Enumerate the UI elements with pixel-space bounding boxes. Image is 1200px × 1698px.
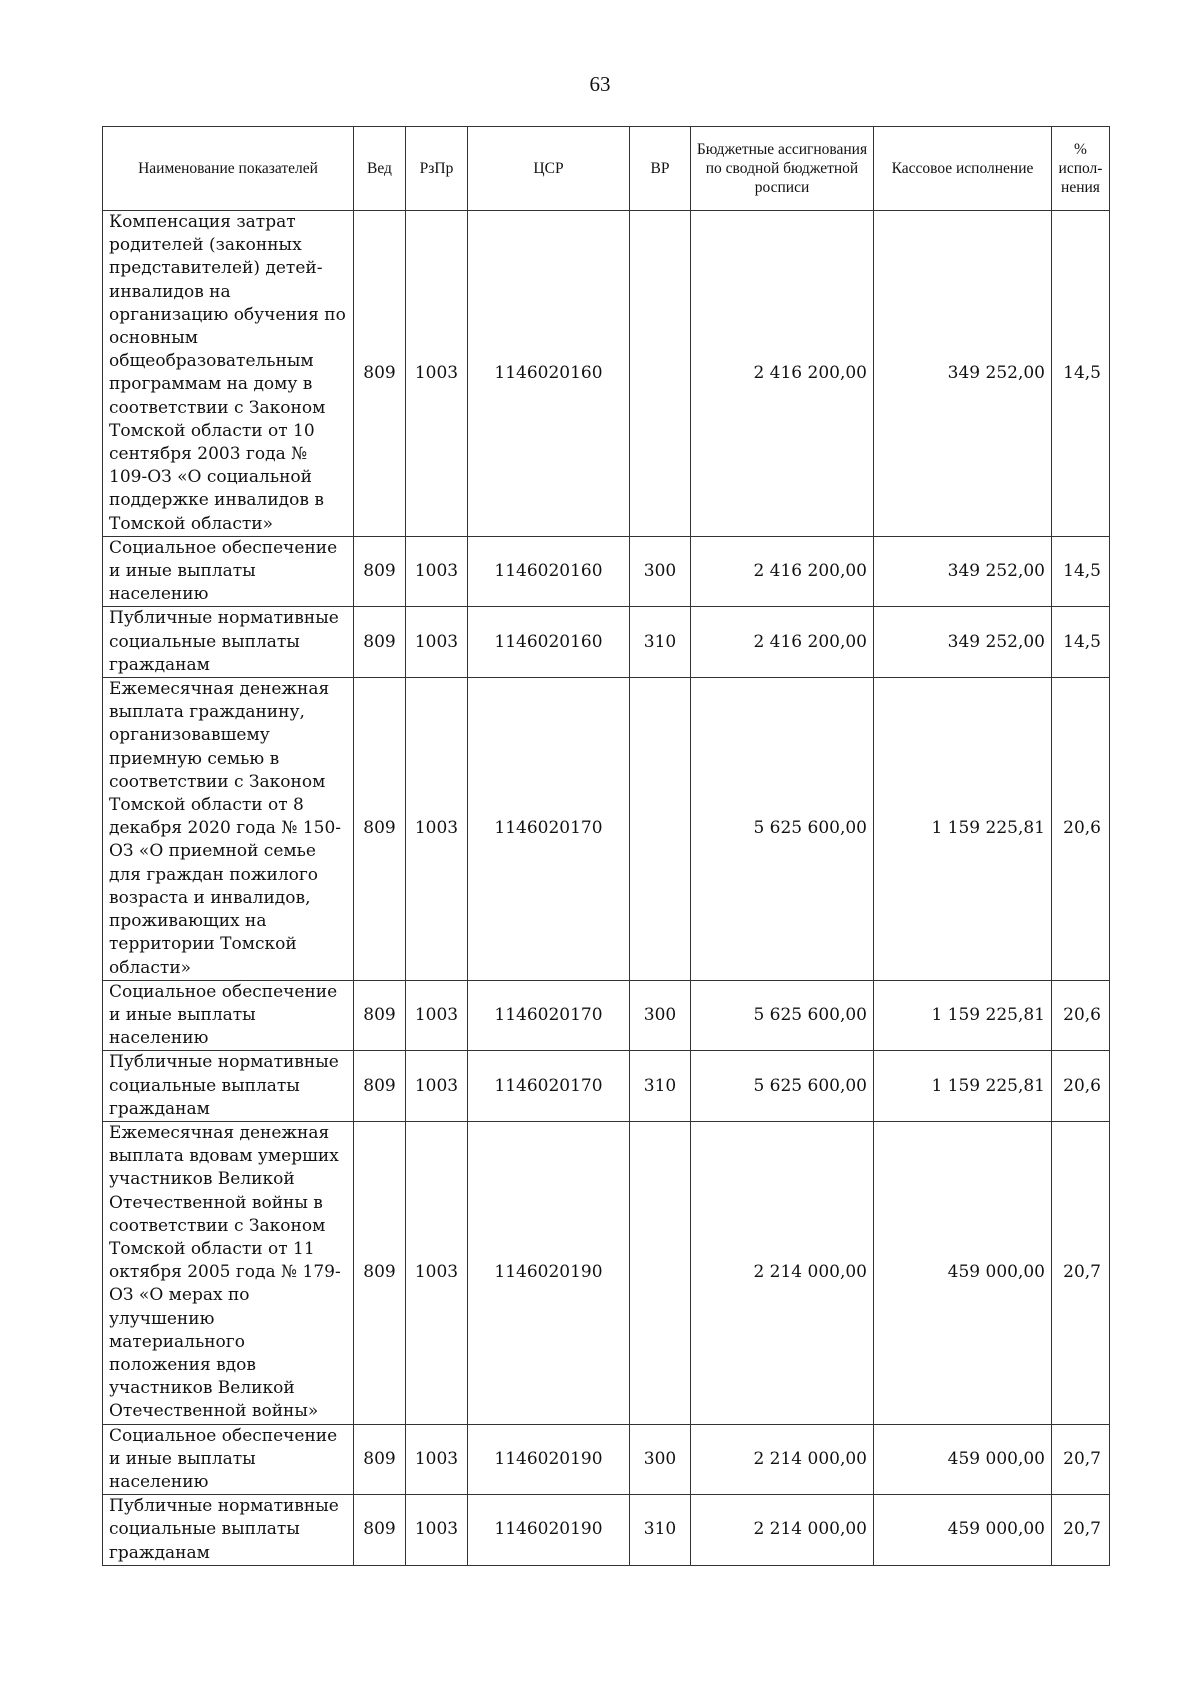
row-execution-percent: 20,7	[1052, 1424, 1110, 1495]
table-row	[103, 1051, 1110, 1122]
table-row	[103, 1495, 1110, 1566]
row-ved: 809	[354, 211, 406, 537]
row-rzpr: 1003	[406, 1051, 468, 1122]
row-rzpr: 1003	[406, 536, 468, 607]
table-row	[103, 678, 1110, 981]
row-name: Публичные нормативные социальные выплаты гражданам	[103, 1051, 354, 1122]
row-budget-assignment: 2 214 000,00	[691, 1121, 874, 1424]
row-execution-percent: 20,6	[1052, 678, 1110, 981]
row-cash-execution: 1 159 225,81	[874, 1051, 1052, 1122]
row-cash-execution: 459 000,00	[874, 1495, 1052, 1566]
row-execution-percent: 20,7	[1052, 1121, 1110, 1424]
table-row	[103, 1121, 1110, 1424]
row-ved: 809	[354, 1424, 406, 1495]
row-budget-assignment: 2 214 000,00	[691, 1495, 874, 1566]
header-execution-percent: % испол-нения	[1052, 127, 1110, 211]
row-budget-assignment: 5 625 600,00	[691, 678, 874, 981]
table-header-row	[103, 127, 1110, 211]
row-cash-execution: 349 252,00	[874, 536, 1052, 607]
row-csr: 1146020160	[468, 607, 630, 678]
row-csr: 1146020190	[468, 1121, 630, 1424]
row-cash-execution: 459 000,00	[874, 1424, 1052, 1495]
header-budget-assignments: Бюджетные ассигнования по сводной бюджетной росписи	[691, 127, 874, 211]
page-number: 63	[589, 72, 611, 96]
row-ved: 809	[354, 980, 406, 1051]
header-cash-execution: Кассовое исполнение	[874, 127, 1052, 211]
table-row	[103, 211, 1110, 537]
row-name: Публичные нормативные социальные выплаты гражданам	[103, 607, 354, 678]
row-csr: 1146020160	[468, 211, 630, 537]
row-csr: 1146020170	[468, 980, 630, 1051]
row-vr	[630, 1121, 691, 1424]
row-execution-percent: 14,5	[1052, 211, 1110, 537]
row-rzpr: 1003	[406, 1424, 468, 1495]
row-budget-assignment: 2 416 200,00	[691, 607, 874, 678]
row-ved: 809	[354, 536, 406, 607]
table-row	[103, 1424, 1110, 1495]
row-cash-execution: 1 159 225,81	[874, 678, 1052, 981]
row-ved: 809	[354, 1121, 406, 1424]
table-row	[103, 980, 1110, 1051]
table-row	[103, 607, 1110, 678]
row-budget-assignment: 2 416 200,00	[691, 211, 874, 537]
row-rzpr: 1003	[406, 1121, 468, 1424]
table-row	[103, 536, 1110, 607]
row-name: Компенсация затрат родителей (законных представителей) детей-инвалидов на организацию обучения по основным общеобразовательным программам на дому в соответствии с Законом Томской области от 10 сентября 2003 года № 109-ОЗ «О социальной поддержке инвалидов в Томской области»	[103, 211, 354, 537]
header-rzpr: РзПр	[406, 127, 468, 211]
row-csr: 1146020190	[468, 1424, 630, 1495]
budget-table	[102, 126, 1110, 1566]
row-cash-execution: 349 252,00	[874, 211, 1052, 537]
row-budget-assignment: 5 625 600,00	[691, 980, 874, 1051]
row-budget-assignment: 5 625 600,00	[691, 1051, 874, 1122]
header-vr: ВР	[630, 127, 691, 211]
row-execution-percent: 14,5	[1052, 536, 1110, 607]
row-execution-percent: 20,7	[1052, 1495, 1110, 1566]
row-csr: 1146020190	[468, 1495, 630, 1566]
row-ved: 809	[354, 678, 406, 981]
row-rzpr: 1003	[406, 980, 468, 1051]
row-cash-execution: 459 000,00	[874, 1121, 1052, 1424]
row-vr: 300	[630, 980, 691, 1051]
row-vr	[630, 211, 691, 537]
row-ved: 809	[354, 607, 406, 678]
row-csr: 1146020170	[468, 678, 630, 981]
row-name: Социальное обеспечение и иные выплаты населению	[103, 1424, 354, 1495]
row-ved: 809	[354, 1495, 406, 1566]
row-vr	[630, 678, 691, 981]
row-rzpr: 1003	[406, 1495, 468, 1566]
row-rzpr: 1003	[406, 678, 468, 981]
row-execution-percent: 14,5	[1052, 607, 1110, 678]
row-cash-execution: 1 159 225,81	[874, 980, 1052, 1051]
row-rzpr: 1003	[406, 211, 468, 537]
row-name: Ежемесячная денежная выплата гражданину, организовавшему приемную семью в соответствии с Законом Томской области от 8 декабря 2020 года № 150-ОЗ «О приемной семье для граждан пожилого возраста и инвалидов, проживающих на территории Томской области»	[103, 678, 354, 981]
row-name: Публичные нормативные социальные выплаты гражданам	[103, 1495, 354, 1566]
row-execution-percent: 20,6	[1052, 980, 1110, 1051]
row-rzpr: 1003	[406, 607, 468, 678]
header-name: Наименование показателей	[103, 127, 354, 211]
header-csr: ЦСР	[468, 127, 630, 211]
row-vr: 300	[630, 1424, 691, 1495]
row-budget-assignment: 2 214 000,00	[691, 1424, 874, 1495]
row-cash-execution: 349 252,00	[874, 607, 1052, 678]
row-vr: 310	[630, 1051, 691, 1122]
row-ved: 809	[354, 1051, 406, 1122]
row-budget-assignment: 2 416 200,00	[691, 536, 874, 607]
row-csr: 1146020160	[468, 536, 630, 607]
header-ved: Вед	[354, 127, 406, 211]
row-vr: 310	[630, 607, 691, 678]
row-name: Социальное обеспечение и иные выплаты населению	[103, 980, 354, 1051]
row-vr: 300	[630, 536, 691, 607]
row-name: Ежемесячная денежная выплата вдовам умерших участников Великой Отечественной войны в соответствии с Законом Томской области от 11 октября 2005 года № 179-ОЗ «О мерах по улучшению материального положения вдов участников Великой Отечественной войны»	[103, 1121, 354, 1424]
row-vr: 310	[630, 1495, 691, 1566]
row-name: Социальное обеспечение и иные выплаты населению	[103, 536, 354, 607]
row-execution-percent: 20,6	[1052, 1051, 1110, 1122]
row-csr: 1146020170	[468, 1051, 630, 1122]
